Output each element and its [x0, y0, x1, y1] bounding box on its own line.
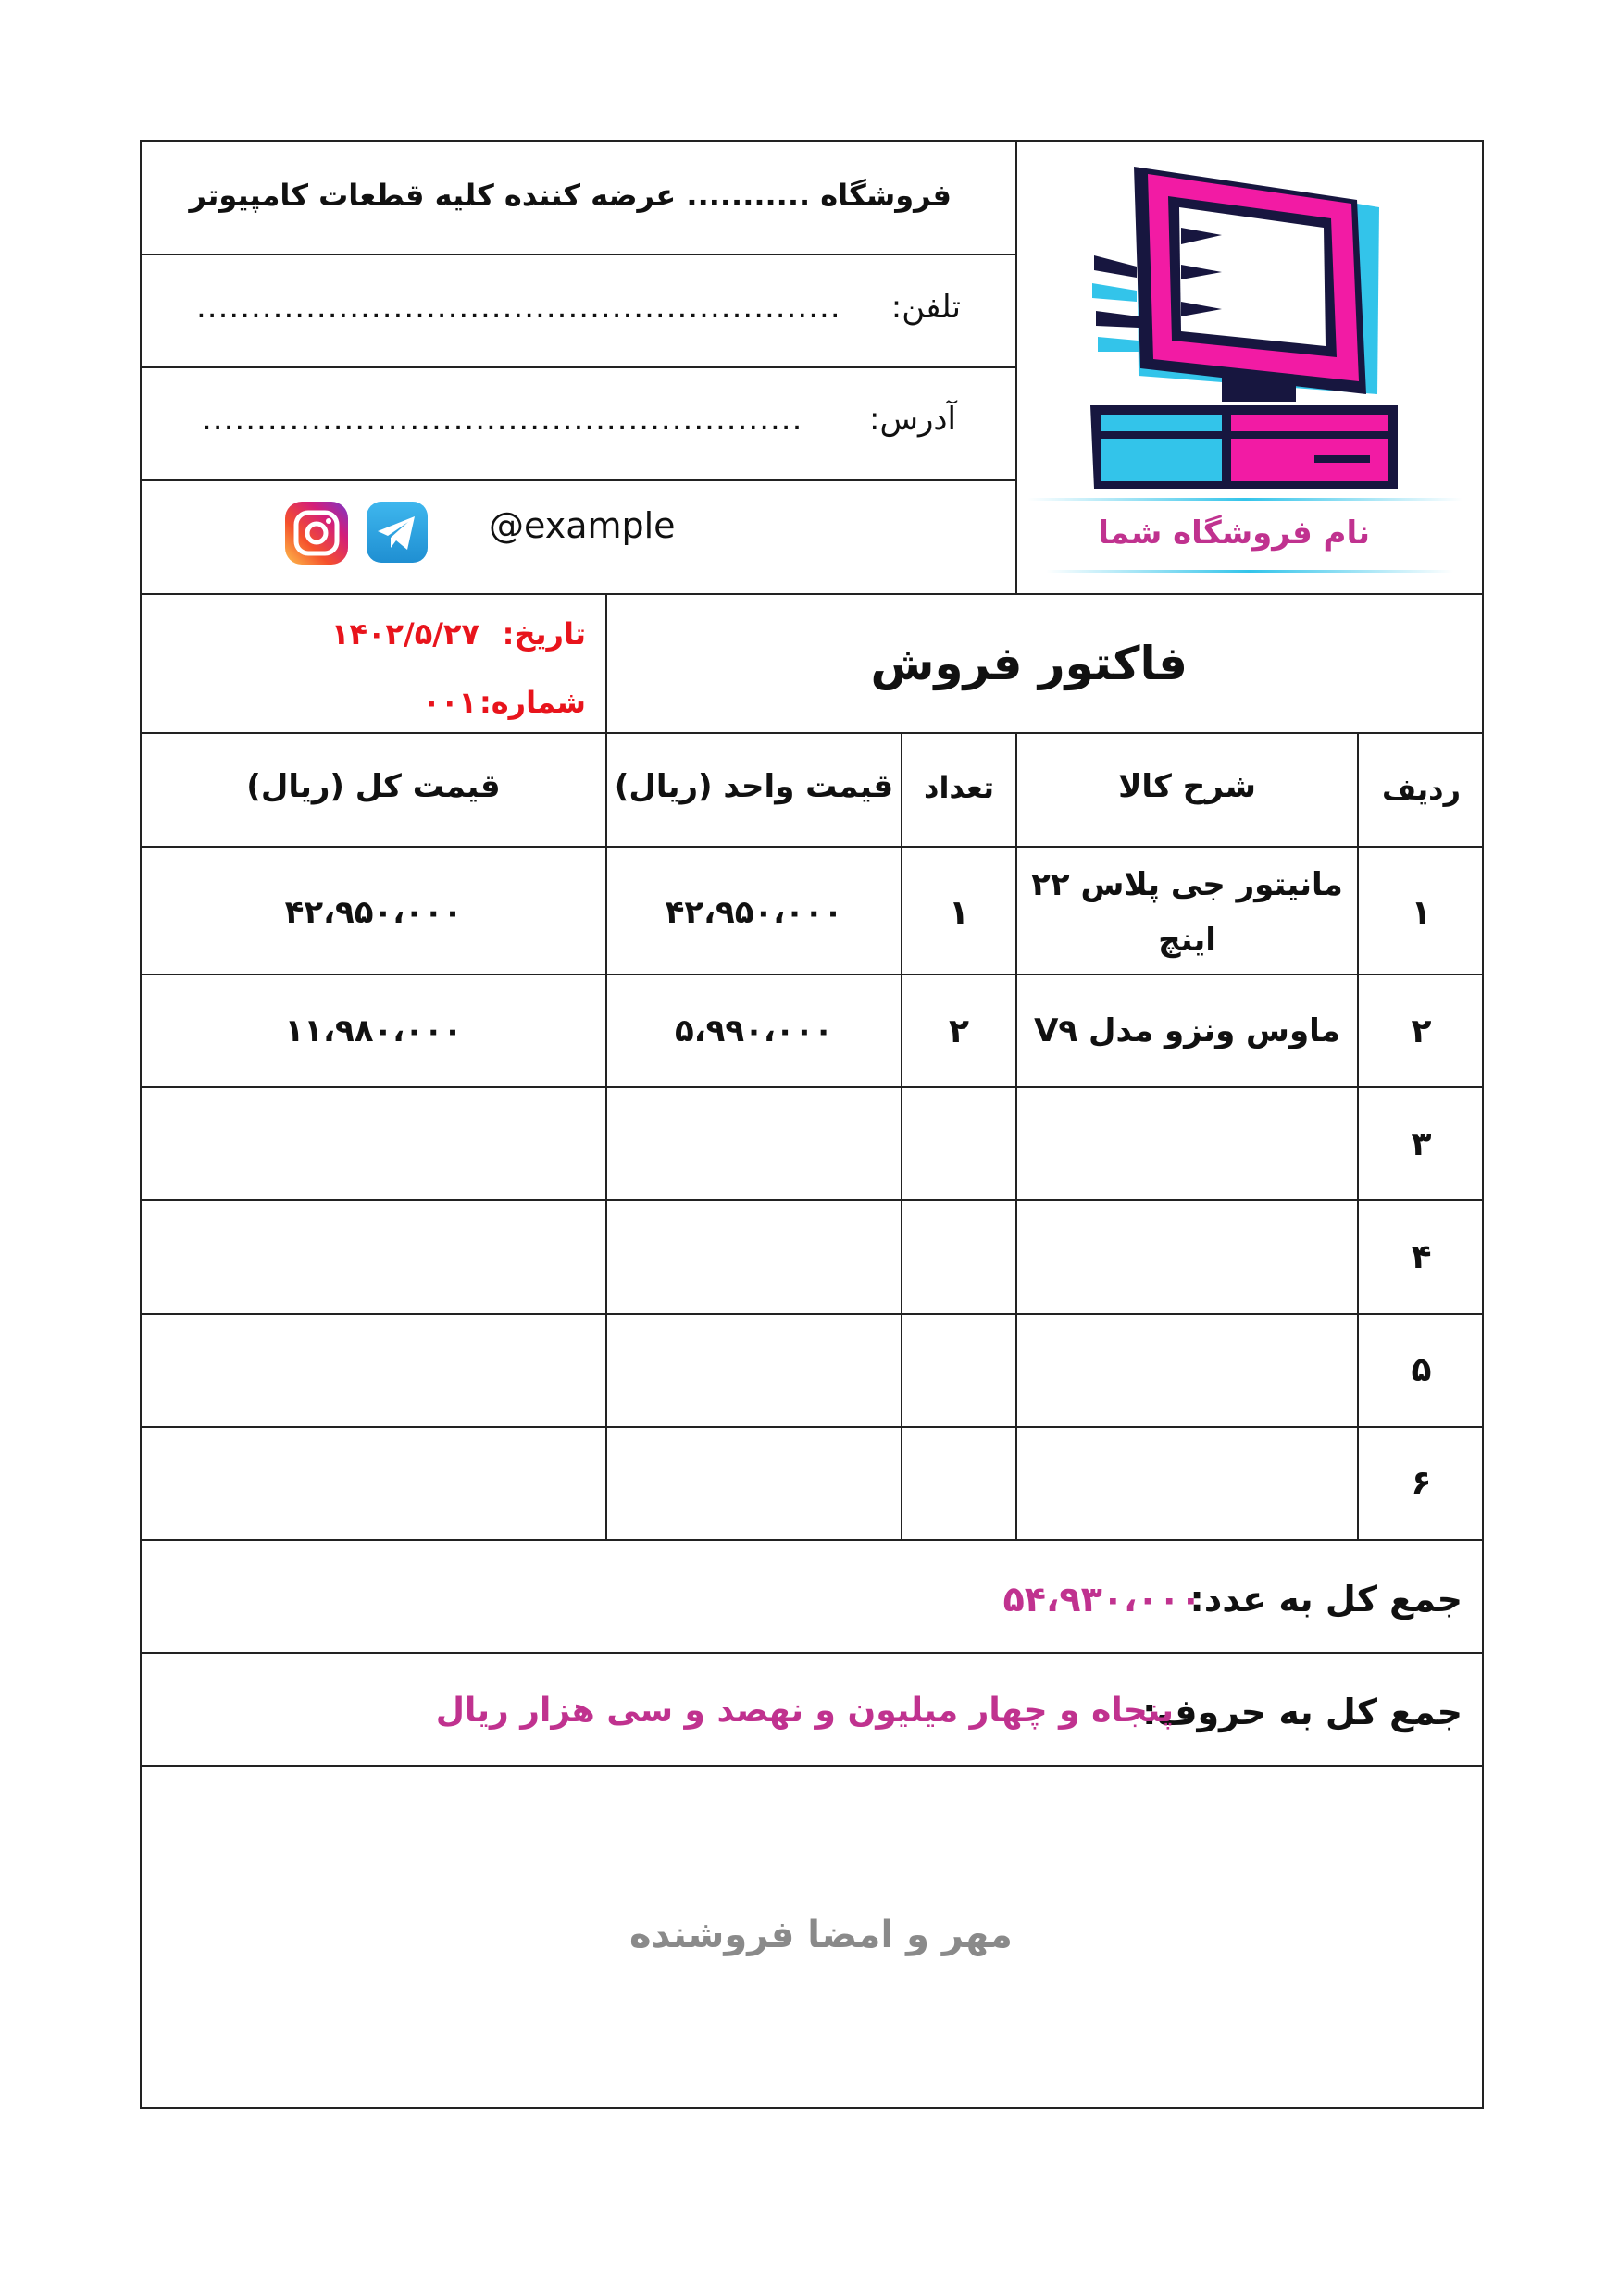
- invoice-title: فاکتور فروش: [870, 637, 1188, 690]
- header-bottom-line: [140, 593, 1484, 595]
- instagram-icon[interactable]: [283, 500, 350, 566]
- col-line-qty: [901, 732, 902, 1539]
- header-unit-price: قیمت واحد (ریال): [614, 768, 894, 805]
- number-label: شماره:: [479, 685, 586, 720]
- total-numeric-label: جمع کل به عدد:: [1189, 1579, 1462, 1620]
- total-words-label: جمع کل به حروف:: [1142, 1692, 1462, 1732]
- header-row-bottom: [140, 846, 1484, 848]
- table-row-2-total-price: ۱۱،۹۸۰،۰۰۰: [284, 1012, 463, 1049]
- table-row-1-number: ۱: [1411, 894, 1432, 932]
- total-words-value: پنجاه و چهار میلیون و نهصد و سی هزار ریال: [435, 1692, 1174, 1730]
- header-total-price: قیمت کل (ریال): [246, 768, 501, 805]
- table-row-1-description: مانیتور جی پلاس ۲۲: [1031, 866, 1343, 903]
- social-handle[interactable]: @example: [489, 505, 676, 546]
- table-row-1-description-line2: اینچ: [1158, 922, 1216, 959]
- date-label: تاریخ:: [502, 616, 586, 652]
- total-numeric-value: ۵۴،۹۳۰،۰۰۰: [1002, 1579, 1201, 1620]
- title-bottom-line: [140, 732, 1484, 734]
- table-row-2-number: ۲: [1411, 1012, 1432, 1050]
- table-row-5-number: ۵: [1411, 1351, 1432, 1389]
- table-row-1-unit-price: ۴۲،۹۵۰،۰۰۰: [665, 894, 843, 931]
- date-value: ۱۴۰۲/۵/۲۷: [330, 616, 479, 652]
- totals-words-bottom: [140, 1765, 1484, 1767]
- phone-label: تلفن:: [890, 289, 961, 326]
- table-row-2-unit-price: ۵،۹۹۰،۰۰۰: [674, 1012, 834, 1049]
- logo-swoosh-top: [1027, 498, 1462, 501]
- totals-numeric-bottom: [140, 1652, 1484, 1654]
- col-line-desc: [1015, 732, 1017, 1539]
- telegram-icon[interactable]: [365, 500, 429, 565]
- signature-label: مهر و امضا فروشنده: [629, 1914, 1013, 1956]
- row-3-bottom: [140, 1199, 1484, 1201]
- header-divider: [1015, 140, 1017, 593]
- address-dots: .......................................................: [202, 401, 803, 438]
- row-1-bottom: [140, 974, 1484, 975]
- table-row-1-total-price: ۴۲،۹۵۰،۰۰۰: [284, 894, 463, 931]
- header-row-line-1: [140, 254, 1015, 255]
- row-2-bottom: [140, 1086, 1484, 1088]
- store-description: فروشگاه ........... عرضه کننده کلیه قطعات کامپیوتر: [189, 178, 952, 213]
- table-row-1-qty: ۱: [949, 894, 969, 932]
- address-label: آدرس:: [869, 401, 956, 438]
- table-row-2-description: ماوس ونزو مدل V۹: [1034, 1012, 1340, 1049]
- table-row-4-number: ۴: [1411, 1238, 1432, 1276]
- row-5-bottom: [140, 1426, 1484, 1428]
- table-row-2-qty: ۲: [949, 1012, 969, 1050]
- computer-logo: [1083, 163, 1416, 496]
- table-row-3-number: ۳: [1411, 1125, 1432, 1163]
- row-4-bottom: [140, 1313, 1484, 1315]
- header-qty: تعداد: [924, 770, 994, 805]
- phone-dots: ...........................................................: [196, 289, 841, 326]
- header-description: شرح کالا: [1118, 768, 1256, 805]
- title-divider: [605, 593, 607, 1539]
- header-row-number: ردیف: [1382, 772, 1461, 807]
- number-value: ۰۰۱: [422, 685, 477, 720]
- store-name: نام فروشگاه شما: [1098, 515, 1370, 552]
- header-row-line-2: [140, 366, 1015, 368]
- row-6-bottom: [140, 1539, 1484, 1541]
- logo-swoosh-bottom: [1046, 570, 1453, 573]
- header-row-line-3: [140, 479, 1015, 481]
- table-row-6-number: ۶: [1411, 1464, 1432, 1502]
